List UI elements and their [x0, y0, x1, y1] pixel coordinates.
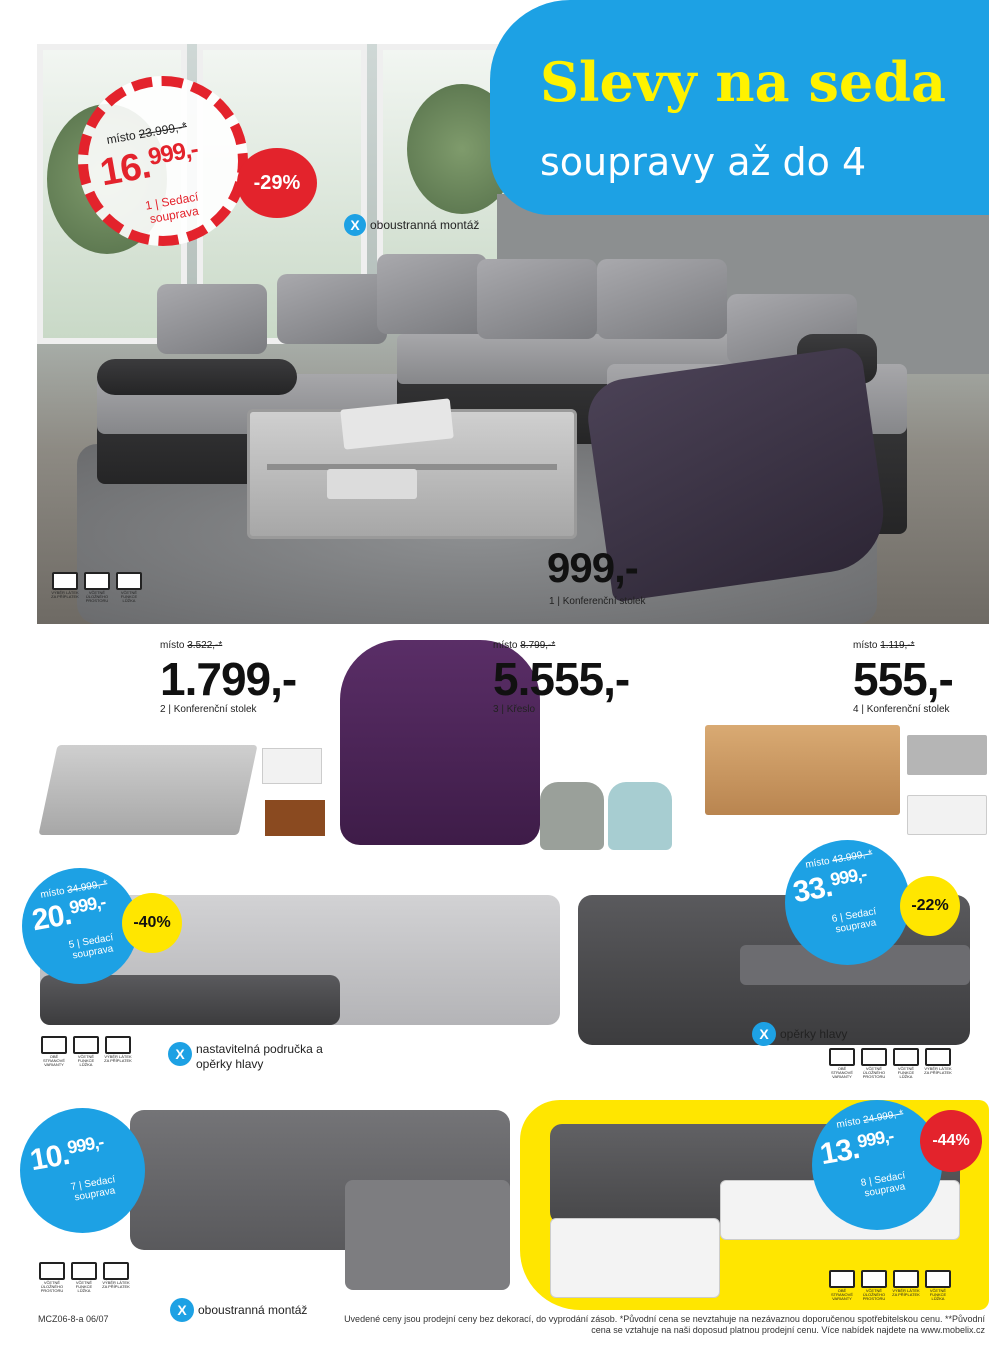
hero-feature-icons — [51, 572, 143, 603]
offer-6-price: 33.999,- — [790, 863, 868, 910]
price-2: 1.799,- — [160, 653, 297, 705]
x-icon: X — [752, 1022, 776, 1046]
hero-feature — [344, 214, 479, 236]
offer-5-caption: 5 | Sedací souprava — [67, 932, 115, 962]
bed-function-icon: VČETNĚ FUNKCE LŮŽKA — [924, 1270, 952, 1301]
storage-icon: VČETNĚ ÚLOŽNÉHO PROSTORU — [860, 1048, 888, 1079]
footer-disclaimer — [150, 1314, 985, 1336]
old-price-2: místo 3.522,-* — [160, 640, 223, 651]
coffee-table-4-variant — [907, 795, 987, 835]
cushion — [597, 259, 727, 339]
cushion — [477, 259, 597, 339]
armrest — [97, 359, 297, 395]
hero-discount-badge: -29% — [237, 148, 317, 218]
storage-icon: VČETNĚ ÚLOŽNÉHO PROSTORU — [860, 1270, 888, 1301]
x-icon: X — [344, 214, 366, 236]
caption-3: 3 | Křeslo — [493, 704, 536, 715]
offer-5-discount-badge: -40% — [122, 893, 182, 953]
sofa-7-chaise — [345, 1180, 510, 1290]
footer-line-2: cena se vztahuje na naši doposud platnou prodejní cenu. Více nabídek najdete na www.mobelix.cz — [591, 1325, 985, 1335]
fabric-choice-icon: VÝBĚR LÁTEK ZA PŘÍPLATEK — [892, 1270, 920, 1301]
table-caption: 1 | Konferenční stolek — [549, 596, 646, 607]
sofa-8-base — [550, 1218, 720, 1298]
offer-8-feature-icons — [828, 1270, 952, 1301]
caption-4: 4 | Konferenční stolek — [853, 704, 950, 715]
old-price-4: místo 1.119,-* — [853, 640, 915, 651]
coffee-table-2-variant — [265, 800, 325, 836]
offer-5-old-price: místo 34.999,-* — [39, 878, 109, 901]
offer-7-price: 10.999,- — [27, 1131, 105, 1178]
fabric-choice-icon: VÝBĚR LÁTEK ZA PŘÍPLATEK — [51, 572, 79, 603]
caption-2: 2 | Konferenční stolek — [160, 704, 257, 715]
storage-icon: VČETNĚ ÚLOŽNÉHO PROSTORU — [38, 1262, 66, 1293]
bed-function-icon: VČETNĚ FUNKCE LŮŽKA — [72, 1036, 100, 1067]
price-4: 555,- — [853, 653, 953, 705]
offer-6-price-circle — [785, 840, 910, 965]
fabric-choice-icon: VÝBĚR LÁTEK ZA PŘÍPLATEK — [924, 1048, 952, 1079]
hero-caption: 1 | Sedací souprava — [144, 189, 200, 227]
offer-6-caption: 6 | Sedací souprava — [830, 906, 878, 936]
offer-7-feature-icons — [38, 1262, 130, 1293]
old-price-3: místo 8.799,-* — [493, 640, 556, 651]
coffee-table-2-variant — [262, 748, 322, 784]
footer-code: MCZ06-8-a 06/07 — [38, 1314, 109, 1324]
two-sides-icon: OBĚ STRANOVÉ VARIANTY — [40, 1036, 68, 1067]
offer-5-feature — [168, 1042, 356, 1072]
table-price: 999,- — [547, 544, 638, 591]
fabric-choice-icon: VÝBĚR LÁTEK ZA PŘÍPLATEK — [104, 1036, 132, 1067]
hero-feature-label: oboustranná montáž — [370, 218, 480, 232]
offer-5-price-circle — [22, 868, 138, 984]
offer-6-old-price: místo 43.999,-* — [804, 848, 874, 871]
offer-8-caption: 8 | Sedací souprava — [859, 1170, 907, 1200]
coffee-table-2-image — [38, 745, 257, 835]
banner-subtitle: soupravy až do 4 — [540, 140, 867, 184]
two-sides-icon: OBĚ STRANOVÉ VARIANTY — [828, 1270, 856, 1301]
banner-title: Slevy na seda — [540, 50, 946, 114]
offer-8-price: 13.999,- — [817, 1125, 895, 1172]
cushion — [377, 254, 487, 334]
fabric-choice-icon: VÝBĚR LÁTEK ZA PŘÍPLATEK — [102, 1262, 130, 1293]
offer-6-feature-icons — [828, 1048, 952, 1079]
promo-banner — [490, 0, 989, 215]
coffee-table-4-image — [705, 725, 900, 815]
x-icon: X — [168, 1042, 192, 1066]
offer-5-feature-icons — [40, 1036, 132, 1067]
cushion — [157, 284, 267, 354]
offer-8-price-circle — [812, 1100, 942, 1230]
two-sides-icon: OBĚ STRANOVÉ VARIANTY — [828, 1048, 856, 1079]
cushion — [277, 274, 387, 344]
magazine — [327, 469, 417, 499]
hero-price-circle — [78, 76, 248, 246]
offer-5-price: 20.999,- — [29, 891, 107, 938]
bed-function-icon: VČETNĚ FUNKCE LŮŽKA — [892, 1048, 920, 1079]
armchair-3-variant-grey — [540, 782, 604, 850]
offer-7-price-circle — [20, 1108, 145, 1233]
offer-6-feature — [752, 1022, 847, 1046]
offer-7-caption: 7 | Sedací souprava — [69, 1174, 117, 1204]
bed-function-icon: VČETNĚ FUNKCE LŮŽKA — [115, 572, 143, 603]
x-icon: X — [170, 1298, 194, 1322]
offer-8-discount-badge: -44% — [920, 1110, 982, 1172]
offer-6-feature-label: opěrky hlavy — [780, 1027, 848, 1041]
offer-8-old-price: místo 24.999,-* — [835, 1108, 905, 1131]
offer-7-feature-label: oboustranná montáž — [198, 1303, 308, 1317]
offer-5-feature-label: nastavitelná područka a opěrky hlavy — [196, 1042, 323, 1071]
footer-line-1: Uvedené ceny jsou prodejní ceny bez dekorací, do vyprodání zásob. *Původní cena se nevztahuje na nezávaznou doporučenou spotřebitelskou cenu. **Původní — [344, 1314, 985, 1324]
storage-icon: VČETNĚ ÚLOŽNÉHO PROSTORU — [83, 572, 111, 603]
offer-6-discount-badge: -22% — [900, 876, 960, 936]
coffee-table-4-variant — [907, 735, 987, 775]
hero-old-price: místo 23.999,-* — [105, 119, 188, 147]
armchair-3-variant-blue — [608, 782, 672, 850]
price-3: 5.555,- — [493, 653, 630, 705]
hero-price: 16.999,- — [97, 135, 200, 195]
bed-function-icon: VČETNĚ FUNKCE LŮŽKA — [70, 1262, 98, 1293]
